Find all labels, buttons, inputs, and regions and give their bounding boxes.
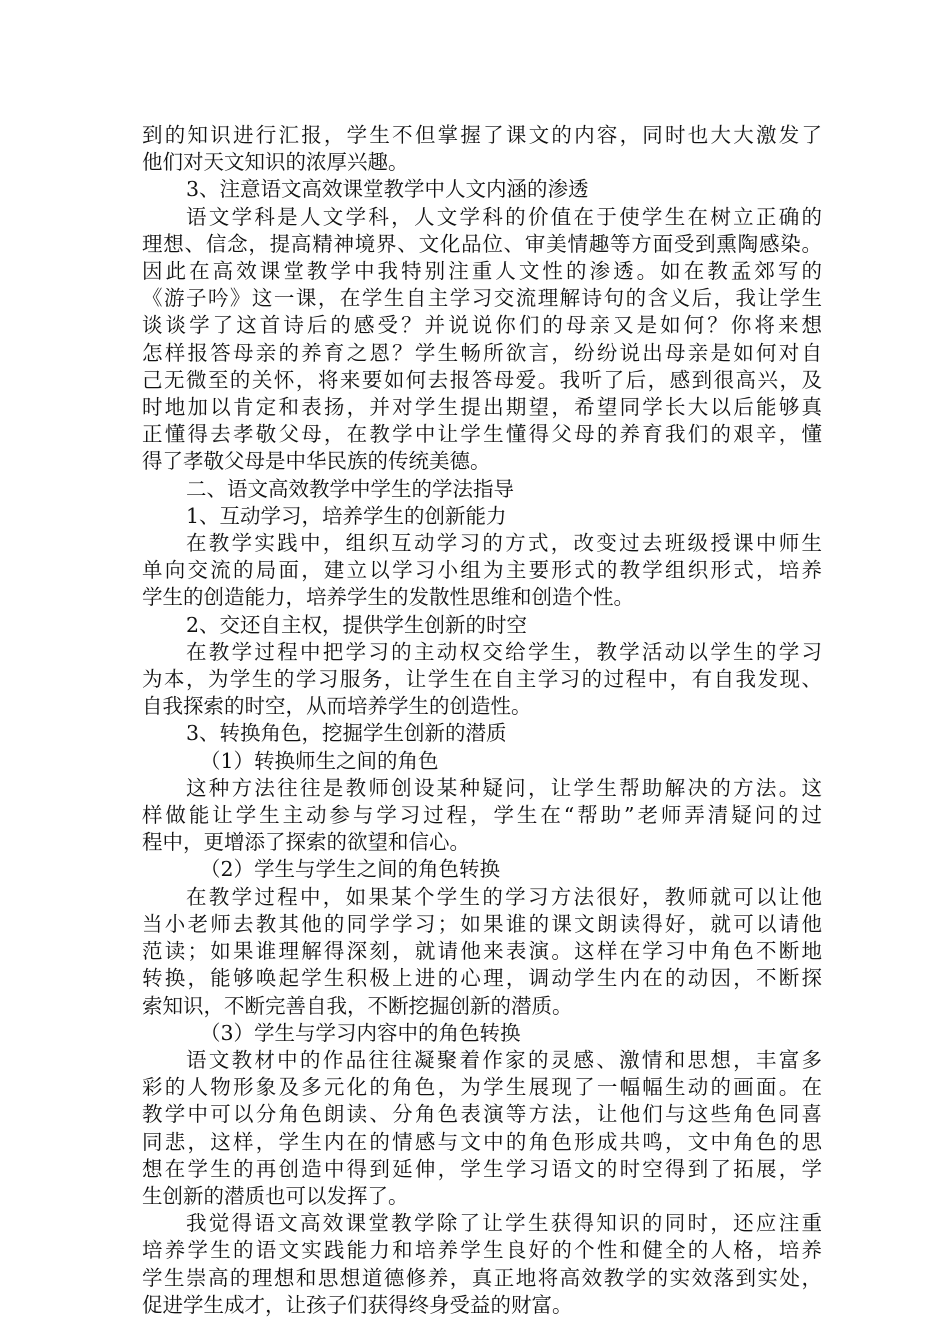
text-line: 语文教材中的作品往往凝聚着作家的灵感、激情和思想，丰富多	[186, 1047, 822, 1072]
text-line: 范读；如果谁理解得深刻，就请他来表演。这样在学习中角色不断地	[142, 939, 822, 964]
text-line: 《游子吟》这一课，在学生自主学习交流理解诗句的含义后，我让学生	[142, 286, 822, 311]
text-line: 我觉得语文高效课堂教学除了让学生获得知识的同时，还应注重	[186, 1211, 822, 1236]
text-line: 语文学科是人文学科，人文学科的价值在于使学生在树立正确的	[186, 204, 822, 229]
text-line: 样做能让学生主动参与学习过程，学生在“帮助”老师弄清疑问的过	[142, 803, 822, 828]
text-line: 转换，能够唤起学生积极上进的心理，调动学生内在的动因，不断探	[142, 966, 822, 991]
text-line: 教学中可以分角色朗读、分角色表演等方法，让他们与这些角色同喜	[142, 1102, 822, 1127]
text-line: 得了孝敬父母是中华民族的传统美德。	[142, 449, 491, 474]
text-line: 学生的创造能力，培养学生的发散性思维和创造个性。	[142, 585, 634, 610]
document-page	[142, 122, 822, 1319]
text-line: 彩的人物形象及多元化的角色，为学生展现了一幅幅生动的画面。在	[142, 1075, 822, 1100]
text-line: 生创新的潜质也可以发挥了。	[142, 1183, 409, 1208]
text-line: 为本，为学生的学习服务，让学生在自主学习的过程中，有自我发现、	[142, 667, 822, 692]
text-line: 时地加以肯定和表扬，并对学生提出期望，希望同学长大以后能够真	[142, 395, 822, 420]
text-line: 3、转换角色，挖掘学生创新的潜质	[186, 721, 507, 746]
subheading-line: （3）学生与学习内容中的角色转换	[200, 1020, 521, 1045]
text-line: 自我探索的时空，从而培养学生的创造性。	[142, 694, 532, 719]
text-line: 正懂得去孝敬父母，在教学中让学生懂得父母的养育我们的艰辛，懂	[142, 422, 822, 447]
text-line: 因此在高效课堂教学中我特别注重人文性的渗透。如在教孟郊写的	[142, 259, 822, 284]
text-line: 3、注意语文高效课堂教学中人文内涵的渗透	[186, 177, 589, 202]
text-line: 索知识，不断完善自我，不断挖掘创新的潜质。	[142, 993, 573, 1018]
text-line: 在教学过程中把学习的主动权交给学生，教学活动以学生的学习	[186, 639, 822, 664]
text-line: 1、互动学习，培养学生的创新能力	[186, 503, 507, 528]
text-line: 在教学实践中，组织互动学习的方式，改变过去班级授课中师生	[186, 531, 822, 556]
text-line: 单向交流的局面，建立以学习小组为主要形式的教学组织形式，培养	[142, 558, 822, 583]
text-line: 想在学生的再创造中得到延伸，学生学习语文的时空得到了拓展，学	[142, 1156, 822, 1181]
text-line: 程中，更增添了探索的欲望和信心。	[142, 830, 470, 855]
text-line: 在教学过程中，如果某个学生的学习方法很好，教师就可以让他	[186, 884, 822, 909]
text-line: 同悲，这样，学生内在的情感与文中的角色形成共鸣，文中角色的思	[142, 1129, 822, 1154]
text-line: 谈谈学了这首诗后的感受？并说说你们的母亲又是如何？你将来想	[142, 313, 822, 338]
text-line: 当小老师去教其他的同学学习；如果谁的课文朗读得好，就可以请他	[142, 911, 822, 936]
text-line: 2、交还自主权，提供学生创新的时空	[186, 612, 528, 637]
text-line: 这种方法往往是教师创设某种疑问，让学生帮助解决的方法。这	[186, 775, 822, 800]
text-line: 怎样报答母亲的养育之恩？学生畅所欲言，纷纷说出母亲是如何对自	[142, 340, 822, 365]
text-line: 学生崇高的理想和思想道德修养，真正地将高效教学的实效落到实处，	[142, 1265, 822, 1290]
text-line: 他们对天文知识的浓厚兴趣。	[142, 150, 409, 175]
text-line: 促进学生成才，让孩子们获得终身受益的财富。	[142, 1292, 573, 1317]
text-line: 理想、信念，提高精神境界、文化品位、审美情趣等方面受到熏陶感染。	[142, 231, 822, 256]
text-line: 培养学生的语文实践能力和培养学生良好的个性和健全的人格，培养	[142, 1238, 822, 1263]
subheading-line: （2）学生与学生之间的角色转换	[200, 857, 501, 882]
text-line: 己无微至的关怀，将来要如何去报答母爱。我听了后，感到很高兴，及	[142, 367, 822, 392]
text-line: 二、语文高效教学中学生的学法指导	[186, 476, 514, 501]
subheading-line: （1）转换师生之间的角色	[200, 748, 439, 773]
text-line: 到的知识进行汇报，学生不但掌握了课文的内容，同时也大大激发了	[142, 123, 822, 147]
